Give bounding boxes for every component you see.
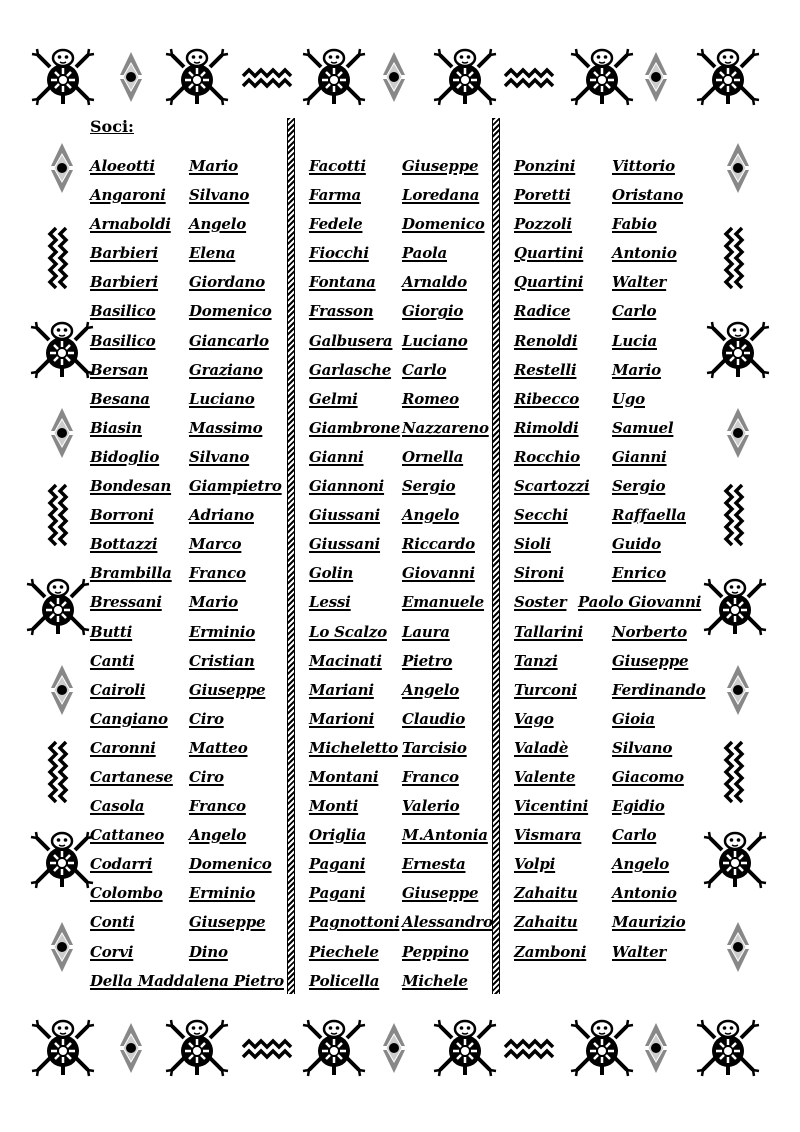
member-given-name: Claudio [402,709,466,728]
member-surname: Fiocchi [309,244,369,263]
member-given-name: Franco [402,767,459,786]
turtle-icon [697,1020,759,1076]
member-surname: Micheletto [309,738,398,757]
member-given-name: Giorgio [402,302,464,321]
member-given-name: Massimo [189,418,263,437]
member-given-name: Franco [189,564,246,583]
diamond-eye-icon [51,665,73,715]
member-surname: Sironi [514,564,564,583]
diamond-eye-icon [645,1023,667,1073]
member-surname: Secchi [514,506,569,525]
member-given-name: Giampietro [189,477,282,496]
member-surname: Fedele [309,215,363,234]
diamond-eye-icon [727,665,749,715]
member-surname: Marioni [309,709,375,728]
member-given-name: Laura [402,622,450,641]
member-given-name: Ferdinando [612,680,706,699]
turtle-icon [31,322,93,378]
member-given-name: Angelo [402,506,460,525]
member-surname: Renoldi [514,331,578,350]
member-given-name: Maurizio [612,913,686,932]
member-given-name: Nazzareno [402,418,489,437]
member-given-name: Giuseppe [189,913,266,932]
diamond-eye-icon [727,922,749,972]
member-surname: Zahaitu [514,884,578,903]
member-given-name: Carlo [612,302,657,321]
member-given-name: Ciro [189,767,224,786]
zigzag-wave-icon [726,228,742,288]
member-given-name: Raffaella [612,506,687,525]
member-given-name: Domenico [189,855,272,874]
member-given-name: Adriano [189,506,254,525]
member-surname: Pagani [309,884,366,903]
member-surname: Volpi [514,855,556,874]
member-surname: Frasson [309,302,374,321]
member-given-name: Giuseppe [402,157,479,175]
member-surname: Monti [309,797,359,816]
member-given-name: Marco [189,535,242,554]
member-given-name: Oristano [612,186,684,205]
member-surname: Sioli [514,535,551,554]
turtle-icon [571,49,633,105]
member-surname: Conti [90,913,135,932]
member-surname: Corvi [90,942,134,961]
turtle-icon [31,832,93,888]
member-given-name: Paolo Giovanni [578,593,702,612]
member-surname: Origlia [309,826,366,845]
member-given-name: Angelo [189,215,247,234]
member-surname: Radice [514,302,571,321]
member-surname: Restelli [514,360,577,379]
turtle-icon [434,1020,496,1076]
member-surname: Besana [90,389,150,408]
member-given-name: Enrico [612,564,666,583]
turtle-icon [303,1020,365,1076]
member-surname: Golin [309,564,354,583]
member-given-name: Loredana [402,186,480,205]
zigzag-wave-icon [50,485,66,545]
member-surname: Codarri [90,855,153,874]
member-surname: Arnaboldi [90,215,171,234]
member-given-name: Emanuele [402,593,485,612]
member-surname: Aloeotti [90,157,155,175]
member-surname: Lo Scalzo [309,622,387,641]
member-given-name: Giuseppe [612,651,689,670]
member-surname: Tanzi [514,651,558,670]
member-surname: Quartini [514,273,584,292]
member-given-name: Egidio [612,797,665,816]
zigzag-wave-icon [505,70,553,86]
member-given-name: Antonio [612,884,677,903]
diamond-eye-icon [51,143,73,193]
member-surname: Bidoglio [90,447,160,466]
member-given-name: Paola [402,244,448,263]
member-surname: Quartini [514,244,584,263]
member-given-name: Domenico [402,215,485,234]
member-surname: Vago [514,709,554,728]
member-given-name: Dino [189,942,228,961]
turtle-icon [707,322,769,378]
member-given-name: Domenico [189,302,272,321]
member-surname: Biasin [90,418,142,437]
member-given-name: Mario [189,157,238,175]
member-surname: Zamboni [514,942,587,961]
member-given-name: Valerio [402,797,460,816]
zigzag-wave-icon [505,1041,553,1057]
member-surname: Facotti [309,157,366,175]
diamond-eye-icon [120,1023,142,1073]
member-surname: Macinati [309,651,382,670]
zigzag-wave-icon [726,742,742,802]
member-surname: Cattaneo [90,826,165,845]
member-given-name: Gioia [612,709,655,728]
member-given-name: Riccardo [402,535,475,554]
member-given-name: Giancarlo [189,331,269,350]
member-given-name: Antonio [612,244,677,263]
member-given-name: Guido [612,535,661,554]
diamond-eye-icon [51,408,73,458]
member-given-name: Erminio [189,622,256,641]
member-surname: Zahaitu [514,913,578,932]
member-given-name: Franco [189,797,246,816]
member-surname: Borroni [90,506,154,525]
member-surname: Basilico [90,302,156,321]
member-given-name: Ornella [402,447,464,466]
diamond-eye-icon [51,922,73,972]
member-given-name: Arnaldo [402,273,467,292]
member-surname: Caronni [90,738,156,757]
member-given-name: Luciano [402,331,468,350]
diamond-eye-icon [727,408,749,458]
member-surname: Mariani [309,680,374,699]
zigzag-wave-icon [50,228,66,288]
diamond-eye-icon [727,143,749,193]
member-surname: Canti [90,651,135,670]
member-given-name: Ernesta [402,855,466,874]
member-given-name: Silvano [189,186,250,205]
member-given-name: Tarcisio [402,738,467,757]
member-given-name: Giacomo [612,767,684,786]
member-given-name: Silvano [189,447,250,466]
member-given-name: Mario [612,360,661,379]
member-surname: Bressani [90,593,162,612]
member-given-name: Michele [402,971,468,990]
member-given-name: Peppino [402,942,469,961]
member-surname: Montani [309,767,379,786]
member-surname: Turconi [514,680,577,699]
member-surname: Ponzini [514,157,576,175]
member-given-name: Luciano [189,389,255,408]
member-surname: Piechele [309,942,379,961]
member-given-name: Ciro [189,709,224,728]
diamond-eye-icon [383,52,405,102]
member-surname: Scartozzi [514,477,590,496]
member-given-name: Matteo [189,738,248,757]
member-surname: Tallarini [514,622,583,641]
member-given-name: Angelo [612,855,670,874]
member-given-name: Giuseppe [189,680,266,699]
member-surname: Della Maddalena Pietro [90,971,284,990]
member-given-name: Gianni [612,447,667,466]
member-given-name: Giordano [189,273,265,292]
member-given-name: Fabio [612,215,657,234]
turtle-icon [32,1020,94,1076]
turtle-icon [166,49,228,105]
member-surname: Pozzoli [514,215,572,234]
member-given-name: Cristian [189,651,255,670]
member-surname: Valadè [514,738,569,757]
turtle-icon [571,1020,633,1076]
member-given-name: Giuseppe [402,884,479,903]
diamond-eye-icon [120,52,142,102]
member-surname: Brambilla [90,564,172,583]
member-surname: Ribecco [514,389,580,408]
turtle-icon [697,49,759,105]
member-given-name: Angelo [189,826,247,845]
member-surname: Casola [90,797,145,816]
member-surname: Giussani [309,535,381,554]
member-given-name: Pietro [402,651,453,670]
member-surname: Giussani [309,506,381,525]
member-surname: Bottazzi [90,535,158,554]
member-given-name: Carlo [402,360,447,379]
turtle-icon [704,832,766,888]
member-given-name: Alessandro [402,913,493,932]
zigzag-wave-icon [243,70,291,86]
member-surname: Policella [309,971,380,990]
member-surname: Basilico [90,331,156,350]
member-surname: Bondesan [90,477,172,496]
member-surname: Giambrone [309,418,401,437]
member-given-name: Romeo [402,389,459,408]
member-given-name: Vittorio [612,157,675,175]
member-surname: Pagnottoni [309,913,400,932]
member-surname: Cairoli [90,680,146,699]
member-given-name: Silvano [612,738,673,757]
zigzag-wave-icon [50,742,66,802]
member-surname: Rimoldi [514,418,579,437]
member-surname: Angaroni [90,186,166,205]
member-surname: Vismara [514,826,582,845]
member-surname: Cartanese [90,767,173,786]
member-surname: Butti [90,622,133,641]
member-surname: Valente [514,767,576,786]
member-surname: Colombo [90,884,163,903]
member-given-name: Mario [189,593,238,612]
member-given-name: Walter [612,273,667,292]
member-surname: Vicentini [514,797,589,816]
member-surname: Garlasche [309,360,392,379]
member-given-name: Elena [189,244,236,263]
member-surname: Soster [514,593,567,612]
member-given-name: Angelo [402,680,460,699]
member-surname: Gelmi [309,389,358,408]
member-given-name: Graziano [189,360,263,379]
member-given-name: Norberto [612,622,687,641]
member-given-name: Erminio [189,884,256,903]
member-surname: Lessi [309,593,351,612]
turtle-icon [27,579,89,635]
member-surname: Pagani [309,855,366,874]
turtle-icon [434,49,496,105]
member-surname: Rocchio [514,447,580,466]
member-surname: Farma [309,186,362,205]
member-given-name: Sergio [402,477,456,496]
column-separator [287,118,295,994]
member-given-name: Carlo [612,826,657,845]
member-surname: Fontana [309,273,376,292]
member-surname: Bersan [90,360,148,379]
member-surname: Barbieri [90,244,159,263]
member-surname: Poretti [514,186,571,205]
member-surname: Cangiano [90,709,168,728]
member-surname: Barbieri [90,273,159,292]
column-separator [492,118,500,994]
member-given-name: M.Antonia [402,826,488,845]
member-given-name: Giovanni [402,564,475,583]
diamond-eye-icon [383,1023,405,1073]
member-surname: Gianni [309,447,364,466]
member-given-name: Samuel [612,418,674,437]
member-given-name: Sergio [612,477,666,496]
member-given-name: Walter [612,942,667,961]
member-surname: Giannoni [309,477,385,496]
turtle-icon [704,579,766,635]
member-given-name: Ugo [612,389,645,408]
turtle-icon [166,1020,228,1076]
zigzag-wave-icon [243,1041,291,1057]
page-title: Soci: [90,117,134,136]
member-surname: Galbusera [309,331,393,350]
zigzag-wave-icon [726,485,742,545]
diamond-eye-icon [645,52,667,102]
turtle-icon [303,49,365,105]
turtle-icon [32,49,94,105]
member-given-name: Lucia [612,331,658,350]
